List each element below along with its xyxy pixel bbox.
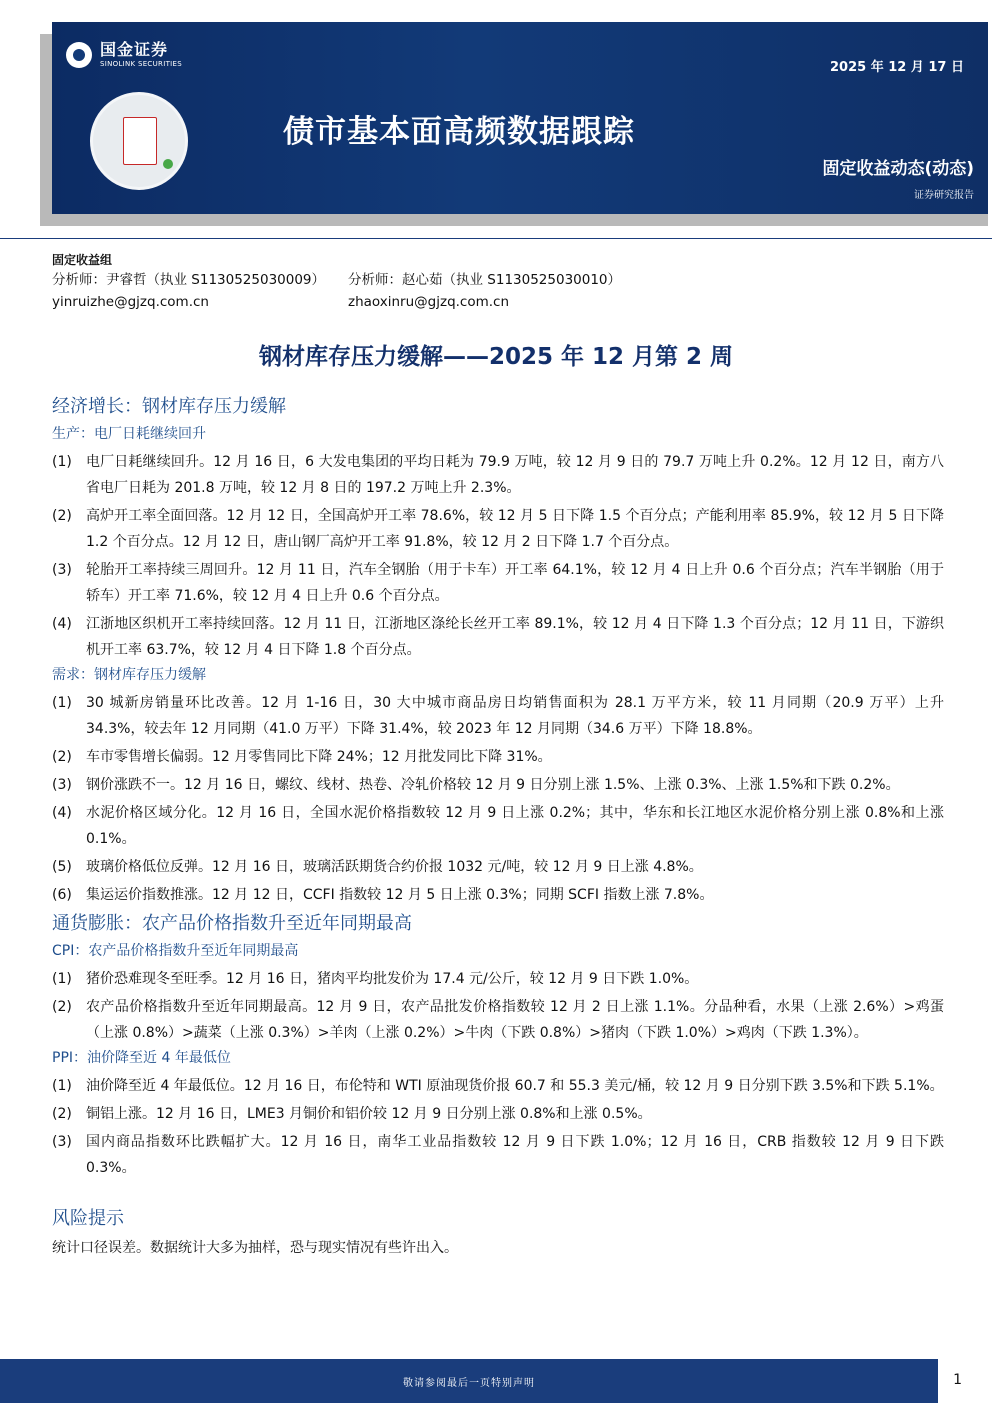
footer-disclaimer: 敬请参阅最后一页特别声明 [403, 1377, 535, 1389]
subsection-heading-ppi: PPI：油价降至近 4 年最低位 [52, 1050, 231, 1066]
list-item: (1) 油价降至近 4 年最低位。12 月 16 日，布伦特和 WTI 原油现货价报 60.7 和 55.3 美元/桶，较 12 月 9 日分别下跌 3.5%和下跌 5.1%。 [52, 1078, 944, 1094]
qr-code-icon [90, 92, 188, 190]
section-heading-inflation: 通货膨胀：农产品价格指数升至近年同期最高 [52, 913, 412, 934]
list-item: (3) 钢价涨跌不一。12 月 16 日，螺纹、线材、热卷、冷轧价格较 12 月 9 日分别上涨 1.5%、上涨 0.3%、上涨 1.5%和下跌 0.2%。 [52, 777, 900, 793]
risk-text: 统计口径误差。数据统计大多为抽样，恐与现实情况有些许出入。 [52, 1240, 458, 1256]
report-subtitle: 固定收益动态(动态) [822, 159, 974, 179]
group-label: 固定收益组 [52, 253, 113, 267]
list-item: (1) 电厂日耗继续回升。12 月 16 日，6 大发电集团的平均日耗为 79.9 万吨，较 12 月 9 日的 79.7 万吨上升 0.2%。12 月 12 日，南方八省电厂日耗为 201.8 万吨，较 12 月 8 日的 197.2 万吨上升 2.3%。 [52, 454, 944, 496]
subsection-heading-demand: 需求：钢材库存压力缓解 [52, 667, 206, 683]
analyst-2-email[interactable]: zhaoxinru@gjzq.com.cn [348, 293, 510, 310]
section-heading-growth: 经济增长：钢材库存压力缓解 [52, 396, 286, 417]
page-number: 1 [953, 1372, 962, 1388]
company-logo [66, 42, 182, 68]
logo-cn: 国金证券 [100, 40, 169, 59]
list-item: (2) 农产品价格指数升至近年同期最高。12 月 9 日，农产品批发价格指数较 12 月 2 日上涨 1.1%。分品种看，水果（上涨 2.6%）>鸡蛋（上涨 0.8%）>蔬菜（上涨 0.3%）>羊肉（上涨 0.2%）>牛肉（下跌 0.8%）>猪肉（下跌 1.0%）>鸡肉（下跌 1.3%）。 [52, 999, 944, 1041]
list-item: (4) 江浙地区织机开工率持续回落。12 月 11 日，江浙地区涤纶长丝开工率 89.1%，较 12 月 4 日下降 1.3 个百分点；12 月 11 日，下游织机开工率 63.7%，较 12 月 4 日下降 1.8 个百分点。 [52, 616, 944, 658]
analyst-1-email[interactable]: yinruizhe@gjzq.com.cn [52, 293, 209, 310]
subsection-heading-production: 生产：电厂日耗继续回升 [52, 426, 206, 442]
report-body [52, 393, 944, 1260]
list-item: (3) 国内商品指数环比跌幅扩大。12 月 16 日，南华工业品指数较 12 月 9 日下跌 1.0%；12 月 16 日，CRB 指数较 12 月 9 日下跌 0.3%。 [52, 1134, 944, 1176]
list-item: (1) 30 城新房销量环比改善。12 月 1-16 日，30 大中城市商品房日均销售面积为 28.1 万平方米，较 11 月同期（20.9 万平）上升 34.3%，较去年 12 月同期（41.0 万平）下降 31.4%，较 2023 年 12 月同期（34.6 万平）下降 18.8%。 [52, 695, 944, 737]
analyst-info [52, 251, 621, 313]
header-divider [0, 238, 992, 239]
analyst-2: 分析师：赵心茹（执业 S1130525030010） [348, 272, 622, 289]
mini-program-icon [163, 159, 173, 169]
section-heading-risk: 风险提示 [52, 1208, 124, 1229]
list-item: (6) 集运运价指数推涨。12 月 12 日，CCFI 指数较 12 月 5 日上涨 0.3%；同期 SCFI 指数上涨 7.8%。 [52, 887, 714, 903]
logo-en: SINOLINK SECURITIES [100, 60, 182, 68]
subsection-heading-cpi: CPI：农产品价格指数升至近年同期最高 [52, 943, 299, 959]
list-item: (2) 高炉开工率全面回落。12 月 12 日，全国高炉开工率 78.6%，较 12 月 5 日下降 1.5 个百分点；产能利用率 85.9%，较 12 月 5 日下降 1.2 个百分点。12 月 12 日，唐山钢厂高炉开工率 91.8%，较 12 月 2 日下降 1.7 个百分点。 [52, 508, 944, 550]
list-item: (3) 轮胎开工率持续三周回升。12 月 11 日，汽车全钢胎（用于卡车）开工率 64.1%，较 12 月 4 日上升 0.6 个百分点；汽车半钢胎（用于轿车）开工率 71.6%，较 12 月 4 日上升 0.6 个百分点。 [52, 562, 944, 604]
list-item: (4) 水泥价格区域分化。12 月 16 日，全国水泥价格指数较 12 月 9 日上涨 0.2%；其中，华东和长江地区水泥价格分别上涨 0.8%和上涨 0.1%。 [52, 805, 944, 847]
report-date: 2025 年 12 月 17 日 [830, 60, 964, 75]
list-item: (5) 玻璃价格低位反弹。12 月 16 日，玻璃活跃期货合约价报 1032 元/吨，较 12 月 9 日上涨 4.8%。 [52, 859, 703, 875]
list-item: (1) 猪价恐难现冬至旺季。12 月 16 日，猪肉平均批发价为 17.4 元/公斤，较 12 月 9 日下跌 1.0%。 [52, 971, 699, 987]
report-title: 债市基本面高频数据跟踪 [283, 114, 635, 150]
logo-icon [66, 42, 92, 68]
analyst-1: 分析师：尹睿哲（执业 S1130525030009） [52, 272, 326, 289]
list-item: (2) 铜铝上涨。12 月 16 日，LME3 月铜价和铝价较 12 月 9 日分别上涨 0.8%和上涨 0.5%。 [52, 1106, 652, 1122]
main-title: 钢材库存压力缓解——2025 年 12 月第 2 周 [258, 344, 734, 370]
list-item: (2) 车市零售增长偏弱。12 月零售同比下降 24%；12 月批发同比下降 31%。 [52, 749, 552, 765]
footer-bar [0, 1359, 938, 1403]
report-type: 证券研究报告 [914, 190, 974, 201]
